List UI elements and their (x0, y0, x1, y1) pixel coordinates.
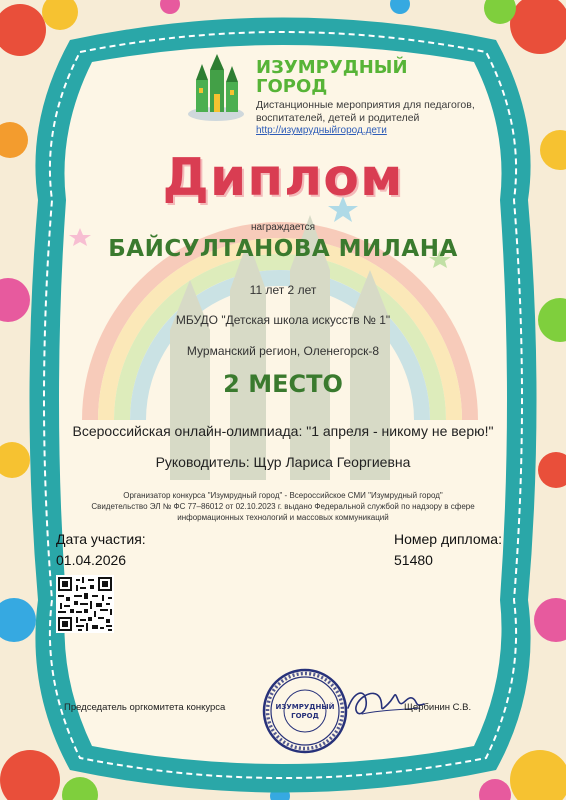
organizer-line: Свидетельство ЭЛ № ФС 77–86012 от 02.10.2023 г. выдано Федеральной службой по надзору в сфере (91, 502, 475, 511)
brand-name (256, 58, 456, 96)
brand-name-line2: ГОРОД (256, 76, 328, 97)
supervisor: Руководитель: Щур Лариса Георгиевна (155, 454, 411, 470)
seal-text: ИЗУМРУДНЫЙ (275, 703, 335, 711)
brand-url-link[interactable]: http://изумрудныйгород.дети (256, 125, 387, 136)
castle-icon (186, 52, 246, 122)
brand-subtitle: Дистанционные мероприятия для педагогов, воспитателей, детей и родителей (256, 99, 475, 124)
school-name: МБУДО "Детская школа искусств № 1" (175, 313, 391, 327)
recipient-name: БАЙСУЛТАНОВА МИЛАНА (108, 236, 458, 262)
qr-code-icon[interactable] (56, 575, 114, 633)
brand-name-line1: ИЗУМРУДНЫЙ (256, 57, 408, 78)
date-value: 01.04.2026 (56, 552, 127, 568)
organizer-line: информационных технологий и массовых коммуникаций (177, 513, 389, 522)
awarded-label: награждается (250, 222, 316, 233)
seal-stamp (262, 668, 348, 754)
diploma-number-label: Номер диплома: (394, 531, 502, 547)
seal-text: ГОРОД (291, 712, 319, 720)
recipient-age: 11 лет 2 лет (249, 283, 317, 297)
place-award: 2 МЕСТО (223, 370, 343, 398)
diploma-number-value: 51480 (394, 552, 433, 568)
chairman-name: Щербинин С.В. (404, 702, 472, 713)
chairman-label: Председатель оргкомитета конкурса (64, 702, 226, 713)
event-name: Всероссийская онлайн-олимпиада: "1 апреля - никому не верю!" (72, 423, 494, 439)
organizer-info (90, 490, 476, 523)
organizer-line: Организатор конкурса "Изумрудный город" - Всероссийское СМИ "Изумрудный город" (123, 491, 443, 500)
region: Мурманский регион, Оленегорск-8 (186, 344, 380, 358)
date-label: Дата участия: (56, 531, 146, 547)
diploma-title: Диплом (162, 148, 404, 208)
